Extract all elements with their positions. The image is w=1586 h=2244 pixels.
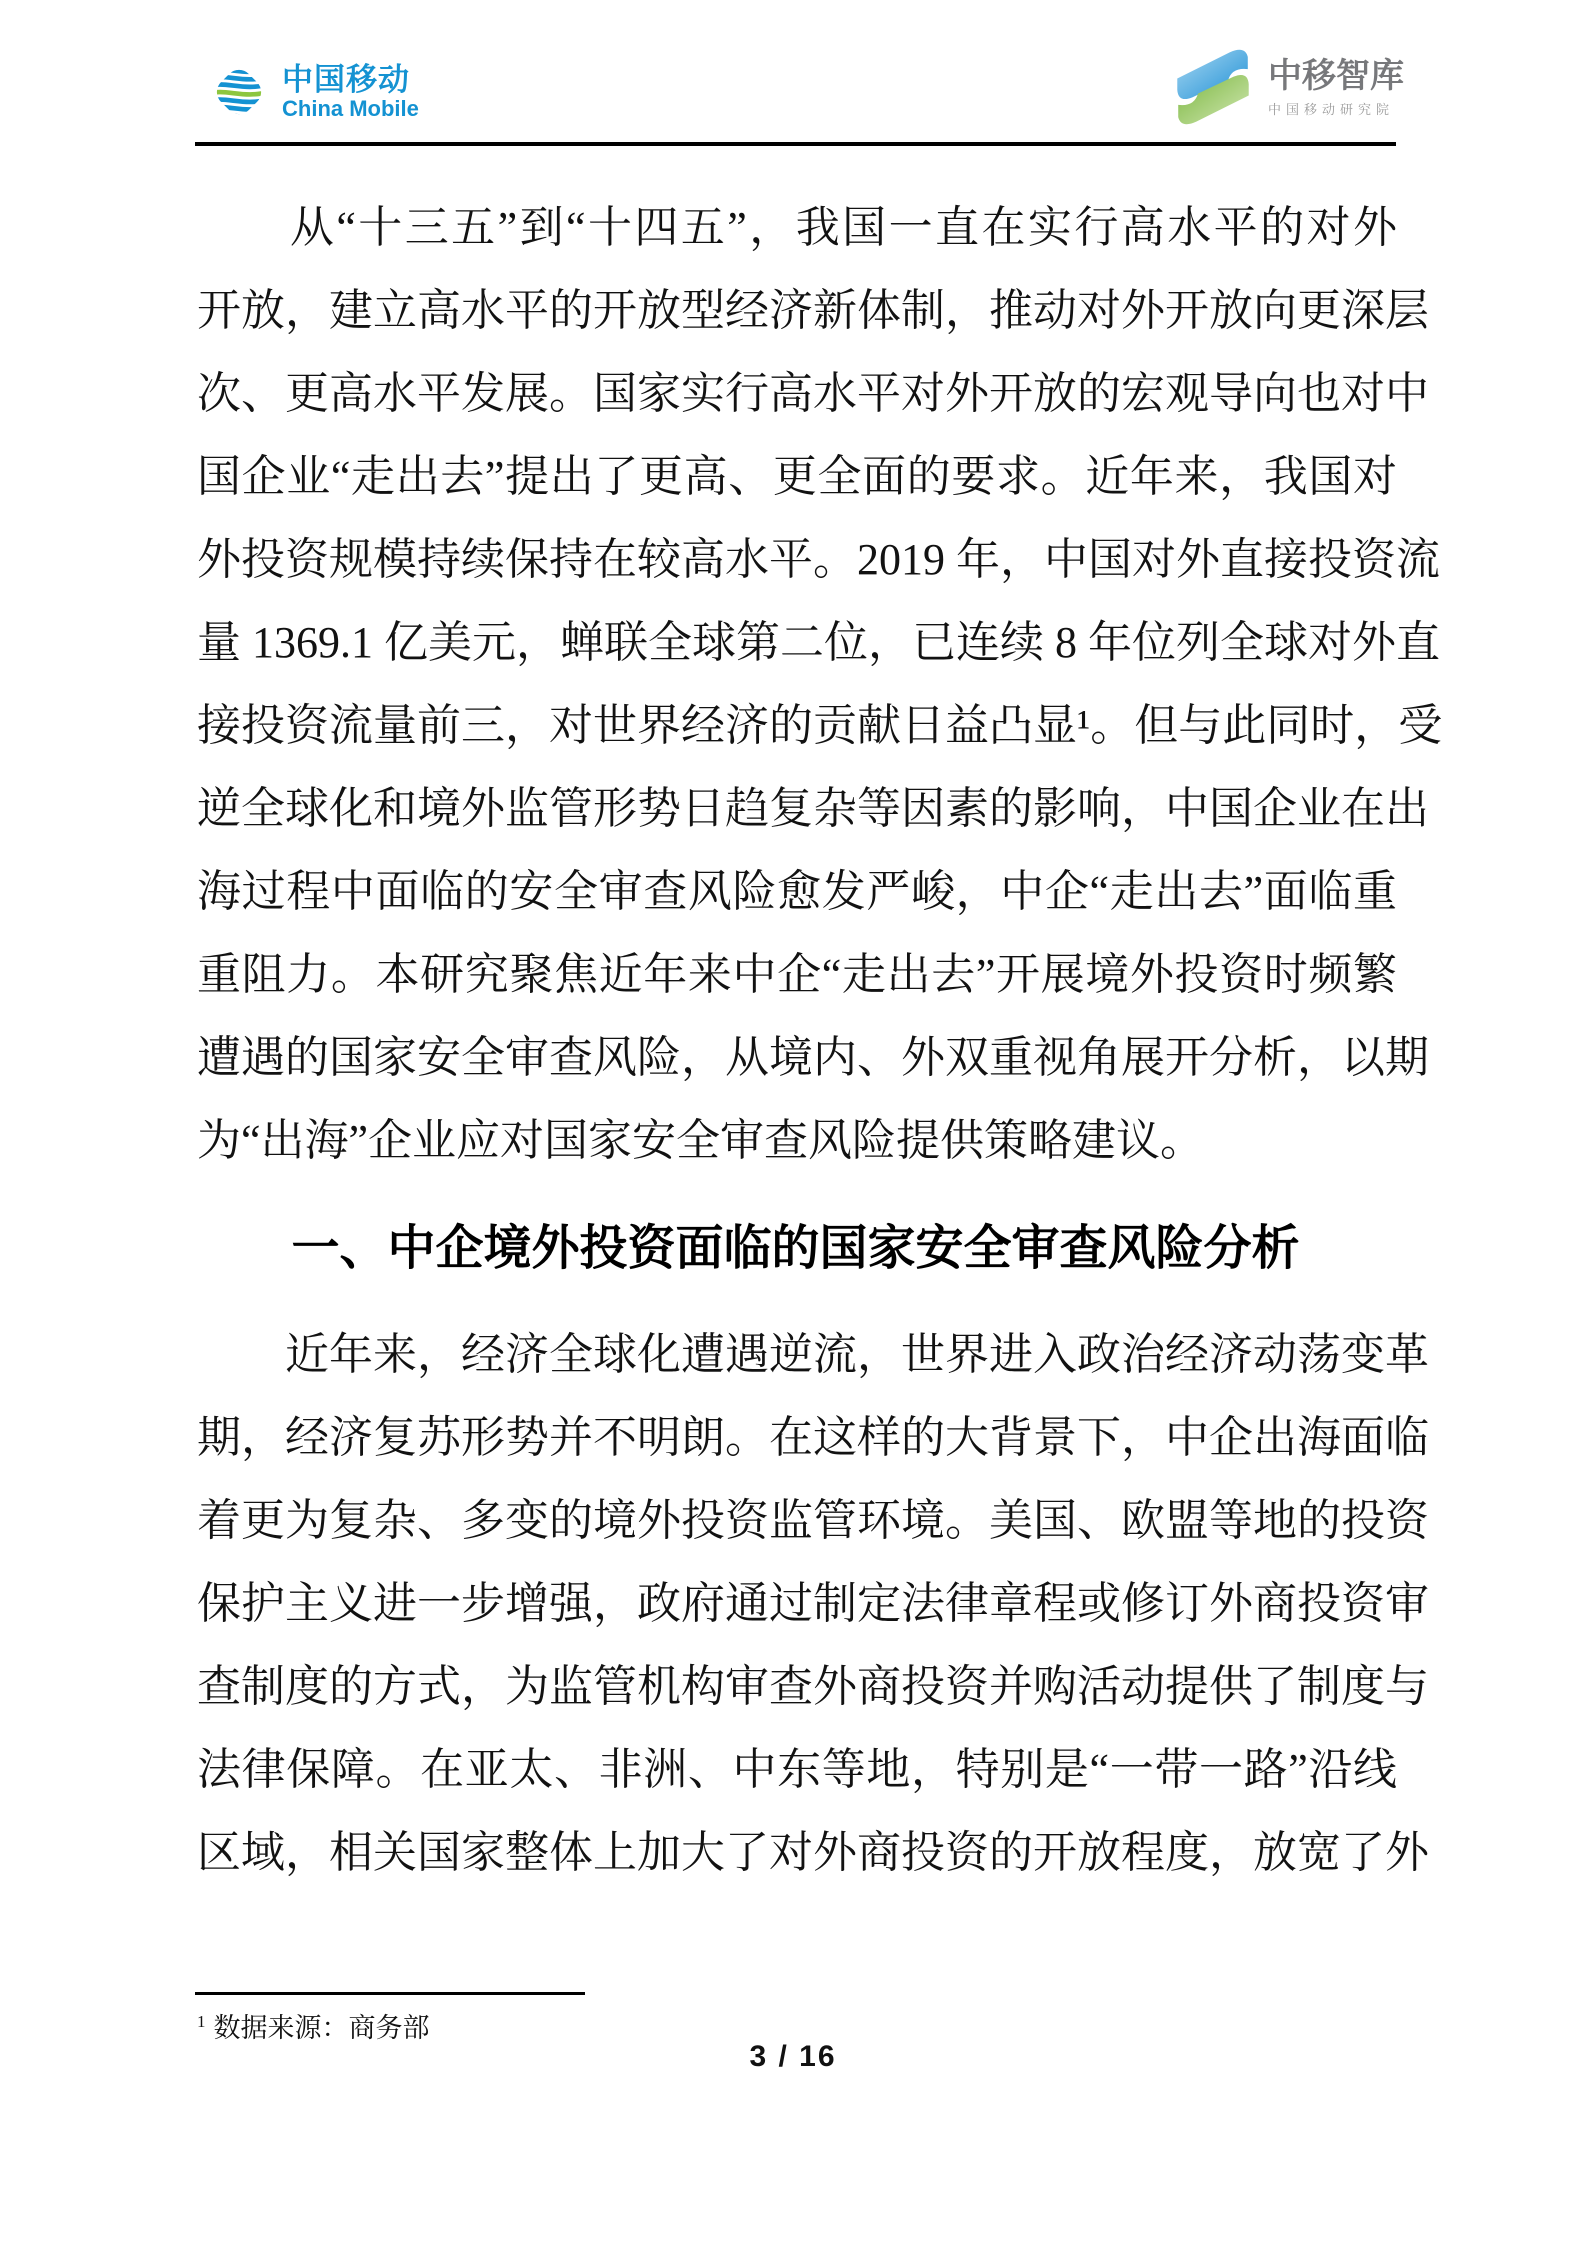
text-line: 保护主义进一步增强，政府通过制定法律章程或修订外商投资审	[197, 1579, 1429, 1628]
text-line: 区域，相关国家整体上加大了对外商投资的开放程度，放宽了外	[197, 1828, 1429, 1877]
text-line: 近年来，经济全球化遭遇逆流，世界进入政治经济动荡变革	[197, 1330, 1429, 1379]
text-line: 国企业“走出去”提出了更高、更全面的要求。近年来，我国对	[197, 452, 1397, 501]
text-line: 查制度的方式，为监管机构审查外商投资并购活动提供了制度与	[197, 1662, 1429, 1711]
text-line: 从“十三五”到“十四五”，我国一直在实行高水平的对外	[197, 203, 1397, 252]
text-line: 次、更高水平发展。国家实行高水平对外开放的宏观导向也对中	[197, 369, 1429, 418]
think-tank-subtitle: 中国移动研究院	[1268, 101, 1395, 117]
paragraph-2	[197, 1313, 1429, 1894]
text-line: 着更为复杂、多变的境外投资监管环境。美国、欧盟等地的投资	[197, 1496, 1429, 1545]
text-line: 接投资流量前三，对世界经济的贡献日益凸显¹。但与此同时，受	[197, 701, 1443, 750]
text-line: 外投资规模持续保持在较高水平。2019 年，中国对外直接投资流	[197, 535, 1440, 584]
footnote-marker: 1	[197, 2012, 206, 2031]
text-line: 遭遇的国家安全审查风险，从境内、外双重视角展开分析，以期	[197, 1033, 1429, 1082]
think-tank-icon	[1166, 44, 1260, 130]
section-heading: 一、中企境外投资面临的国家安全审查风险分析	[291, 1222, 1300, 1275]
china-mobile-logo	[210, 60, 419, 124]
text-line: 法律保障。在亚太、非洲、中东等地，特别是“一带一路”沿线	[197, 1745, 1397, 1794]
header-divider	[195, 142, 1396, 146]
text-line: 期，经济复苏形势并不明朗。在这样的大背景下，中企出海面临	[197, 1413, 1429, 1462]
text-line: 逆全球化和境外监管形势日趋复杂等因素的影响，中国企业在出	[197, 784, 1429, 833]
text-line: 开放，建立高水平的开放型经济新体制，推动对外开放向更深层	[197, 286, 1429, 335]
footnote-text: 数据来源：商务部	[213, 2013, 430, 2043]
china-mobile-name-zh: 中国移动	[282, 62, 410, 97]
china-mobile-icon	[210, 60, 268, 124]
think-tank-logo	[1166, 44, 1404, 130]
think-tank-title: 中移智库	[1268, 56, 1404, 95]
text-line: 量 1369.1 亿美元，蝉联全球第二位，已连续 8 年位列全球对外直	[197, 618, 1440, 667]
text-line: 海过程中面临的安全审查风险愈发严峻，中企“走出去”面临重	[197, 867, 1397, 916]
footnote-divider	[195, 1992, 585, 1995]
text-line: 重阻力。本研究聚焦近年来中企“走出去”开展境外投资时频繁	[197, 950, 1397, 999]
china-mobile-name-en: China Mobile	[282, 96, 419, 121]
text-line: 为“出海”企业应对国家安全审查风险提供策略建议。	[197, 1116, 1205, 1165]
page-number: 3 / 16	[749, 2040, 837, 2073]
paragraph-1	[197, 186, 1443, 1182]
